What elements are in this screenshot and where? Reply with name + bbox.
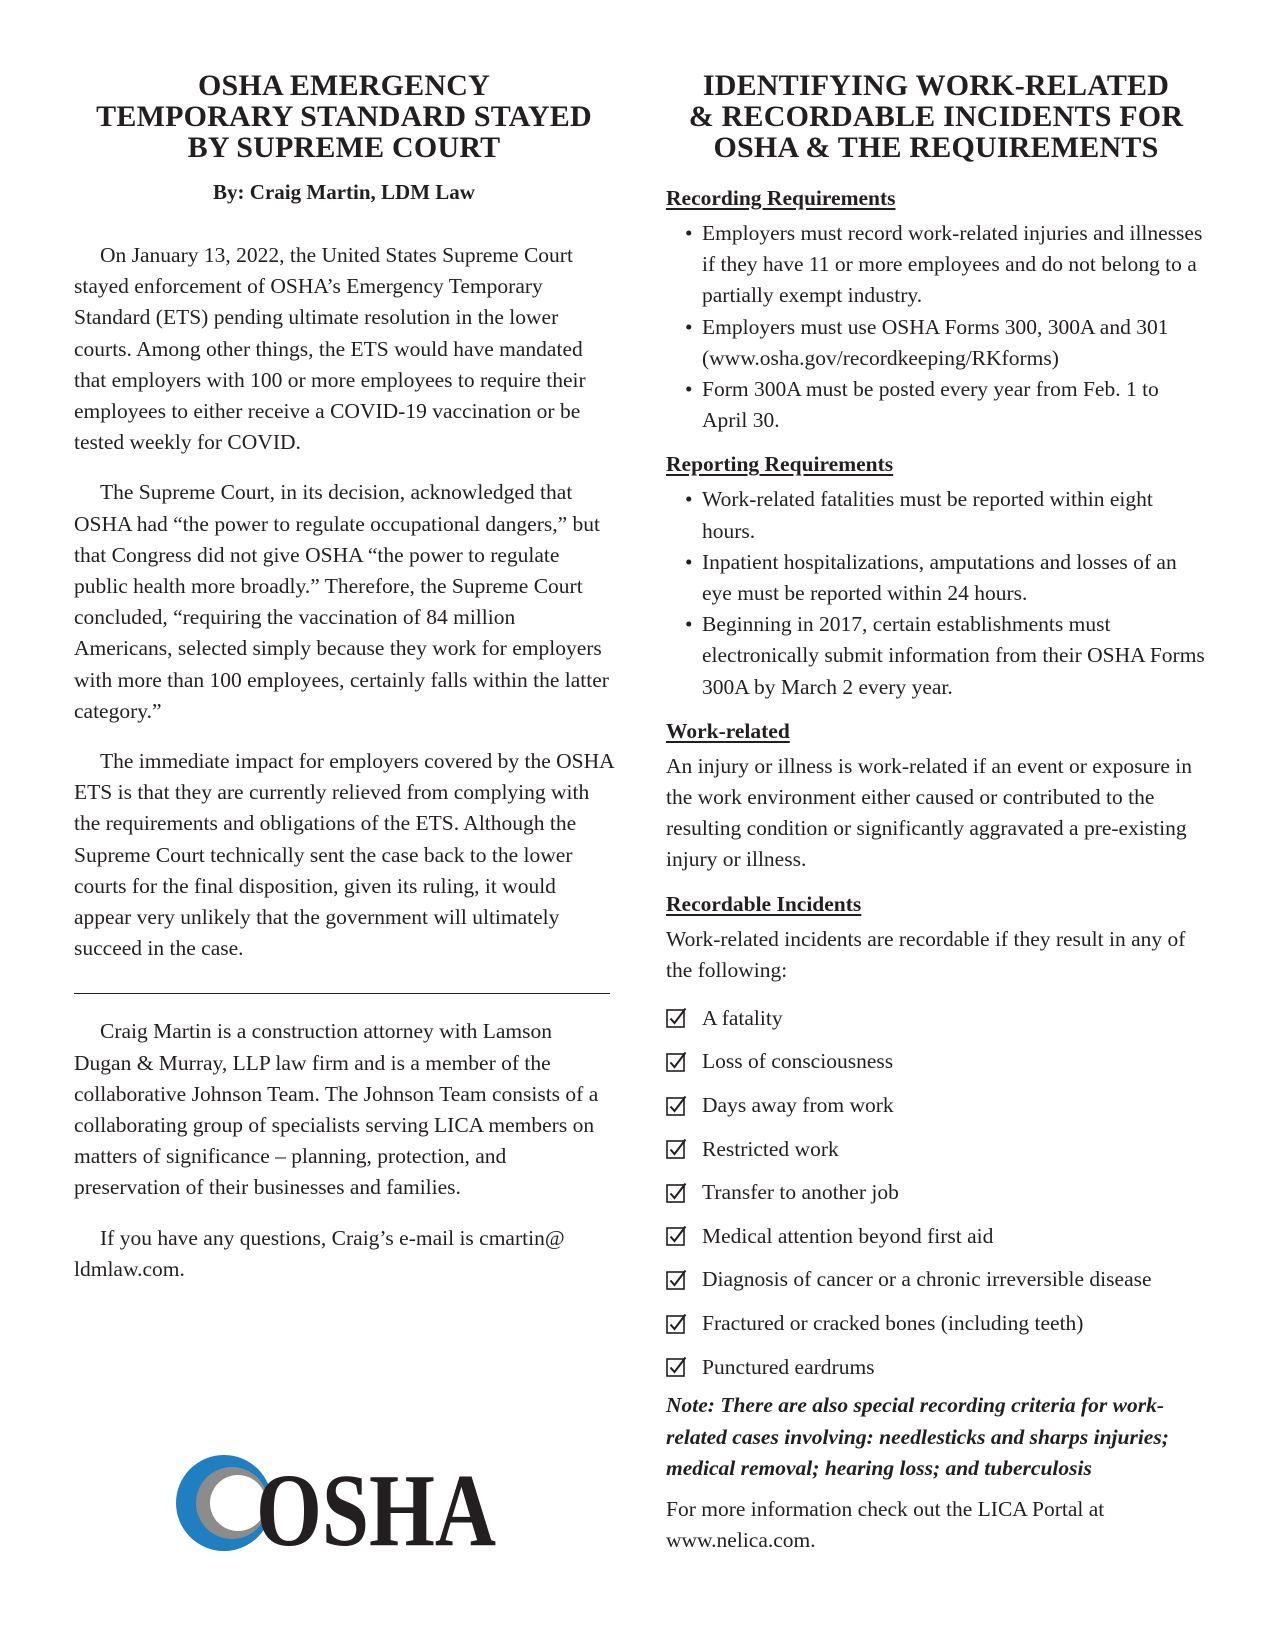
section-title: Reporting Requirements [666, 452, 894, 477]
contact-paragraph: If you have any questions, Craig’s e-mail is cmartin@ ldmlaw.com. [74, 1225, 565, 1281]
checklist-label: A fatality [702, 1005, 783, 1030]
reporting-list [666, 484, 1206, 702]
checked-box-icon [666, 1269, 687, 1290]
recordable-section [666, 890, 1206, 1389]
list-item: • Beginning in 2017, certain establishments must electronically submit information from their OSHA Forms 300A by March 2 every year. [702, 609, 1206, 703]
section-title: Recording Requirements [666, 186, 896, 210]
checklist-label: Fractured or cracked bones (including teeth) [702, 1311, 1084, 1336]
checked-box-icon [666, 1225, 687, 1246]
checklist-label: Transfer to another job [702, 1180, 899, 1205]
article-column-right [666, 70, 1206, 1556]
section-divider [74, 993, 610, 994]
author-bio [74, 1016, 614, 1285]
article-column-left [74, 70, 614, 1285]
checklist-label: Days away from work [702, 1093, 894, 1118]
body-paragraph: The immediate impact for employers covered by the OSHA ETS is that they are currently relieved from complying with the requirements and obligations of the ETS. Although the Supreme Court technically sent the case back to the lower courts for the final disposition, given its ruling, it would appear very unlikely that the government will ultimately succeed in the case. [74, 749, 614, 961]
checklist-item [666, 1214, 1206, 1258]
list-item: • Employers must use OSHA Forms 300, 300A and 301 (www.osha.gov/recordkeeping/RKforms) [702, 312, 1206, 374]
list-item: • Form 300A must be posted every year from Feb. 1 to April 30. [702, 374, 1206, 436]
section-title: Work-related [666, 718, 790, 743]
body-paragraph: The Supreme Court, in its decision, acknowledged that OSHA had “the power to regulate occupational dangers,” but that Congress did not give OSHA “the power to regulate public health more broadly.” Therefore, the Supreme Court concluded, “requiring the vaccination of 84 million Americans, selected simply because they work for employers with more than 100 employees, certainly falls within the latter category.” [74, 480, 609, 723]
recordable-checklist [666, 996, 1206, 1388]
checklist-item [666, 1040, 1206, 1084]
recording-section [666, 184, 1206, 436]
headline-line: OSHA & THE REQUIREMENTS [713, 131, 1159, 164]
headline-line: TEMPORARY STANDARD STAYED [96, 100, 592, 133]
reporting-section [666, 450, 1206, 702]
note-text: Note: There are also special recording criteria for work-related cases involving: needlesticks and sharps injuries; medical removal; hearing loss; and tuberculosis [666, 1393, 1169, 1480]
headline-line: IDENTIFYING WORK-RELATED [702, 69, 1170, 102]
checklist-item [666, 1127, 1206, 1171]
checklist-item [666, 1345, 1206, 1389]
list-item: • Inpatient hospitalizations, amputations and losses of an eye must be reported within 24 hours. [702, 547, 1206, 609]
checklist-item [666, 1170, 1206, 1214]
checked-box-icon [666, 1051, 687, 1072]
checked-box-icon [666, 1138, 687, 1159]
more-info-text: For more information check out the LICA Portal at www.nelica.com. [666, 1497, 1105, 1553]
checklist-label: Diagnosis of cancer or a chronic irreversible disease [702, 1267, 1152, 1292]
osha-logo [172, 1445, 512, 1568]
section-text: Work-related incidents are recordable if they result in any of the following: [666, 926, 1186, 982]
checklist-label: Punctured eardrums [702, 1354, 875, 1379]
headline-line: OSHA EMERGENCY [197, 69, 490, 102]
headline-line: & RECORDABLE INCIDENTS FOR [688, 100, 1184, 133]
checklist-item [666, 1083, 1206, 1127]
article-headline-left [74, 70, 614, 163]
checklist-label: Loss of consciousness [702, 1049, 894, 1074]
section-title: Recordable Incidents [666, 891, 862, 916]
checklist-label: Restricted work [702, 1136, 839, 1161]
article-headline-right [666, 70, 1206, 163]
checklist-item [666, 1301, 1206, 1345]
body-paragraph: On January 13, 2022, the United States Supreme Court stayed enforcement of OSHA’s Emergency Temporary Standard (ETS) pending ultimate resolution in the lower courts. Among other things, the ETS would have mandated that employers with 100 or more employees to require their employees to either receive a COVID-19 vaccination or be tested weekly for COVID. [74, 243, 586, 455]
checked-box-icon [666, 1313, 687, 1334]
article-body [74, 240, 614, 964]
section-text: An injury or illness is work-related if an event or exposure in the work environment either caused or contributed to the resulting condition or significantly aggravated a pre-existing injury or illness. [666, 753, 1193, 872]
list-item: • Employers must record work-related injuries and illnesses if they have 11 or more employees and do not belong to a partially exempt industry. [702, 218, 1206, 312]
checklist-item [666, 1258, 1206, 1302]
checklist-item [666, 996, 1206, 1040]
list-item: • Work-related fatalities must be reported within eight hours. [702, 484, 1206, 546]
logo-wordmark: OSHA [256, 1453, 496, 1568]
checked-box-icon [666, 1095, 687, 1116]
work-related-section [666, 717, 1206, 876]
checklist-label: Medical attention beyond first aid [702, 1223, 994, 1248]
bio-paragraph: Craig Martin is a construction attorney with Lamson Dugan & Murray, LLP law firm and is a member of the collaborative Johnson Team. The Johnson Team consists of a collaborating group of specialists serving LICA members on matters of significance – planning, protection, and preservation of their businesses and families. [74, 1019, 599, 1200]
byline: By: Craig Martin, LDM Law [213, 180, 475, 204]
checked-box-icon [666, 1007, 687, 1028]
checked-box-icon [666, 1182, 687, 1203]
checked-box-icon [666, 1356, 687, 1377]
headline-line: BY SUPREME COURT [187, 131, 501, 164]
recording-list [666, 218, 1206, 436]
